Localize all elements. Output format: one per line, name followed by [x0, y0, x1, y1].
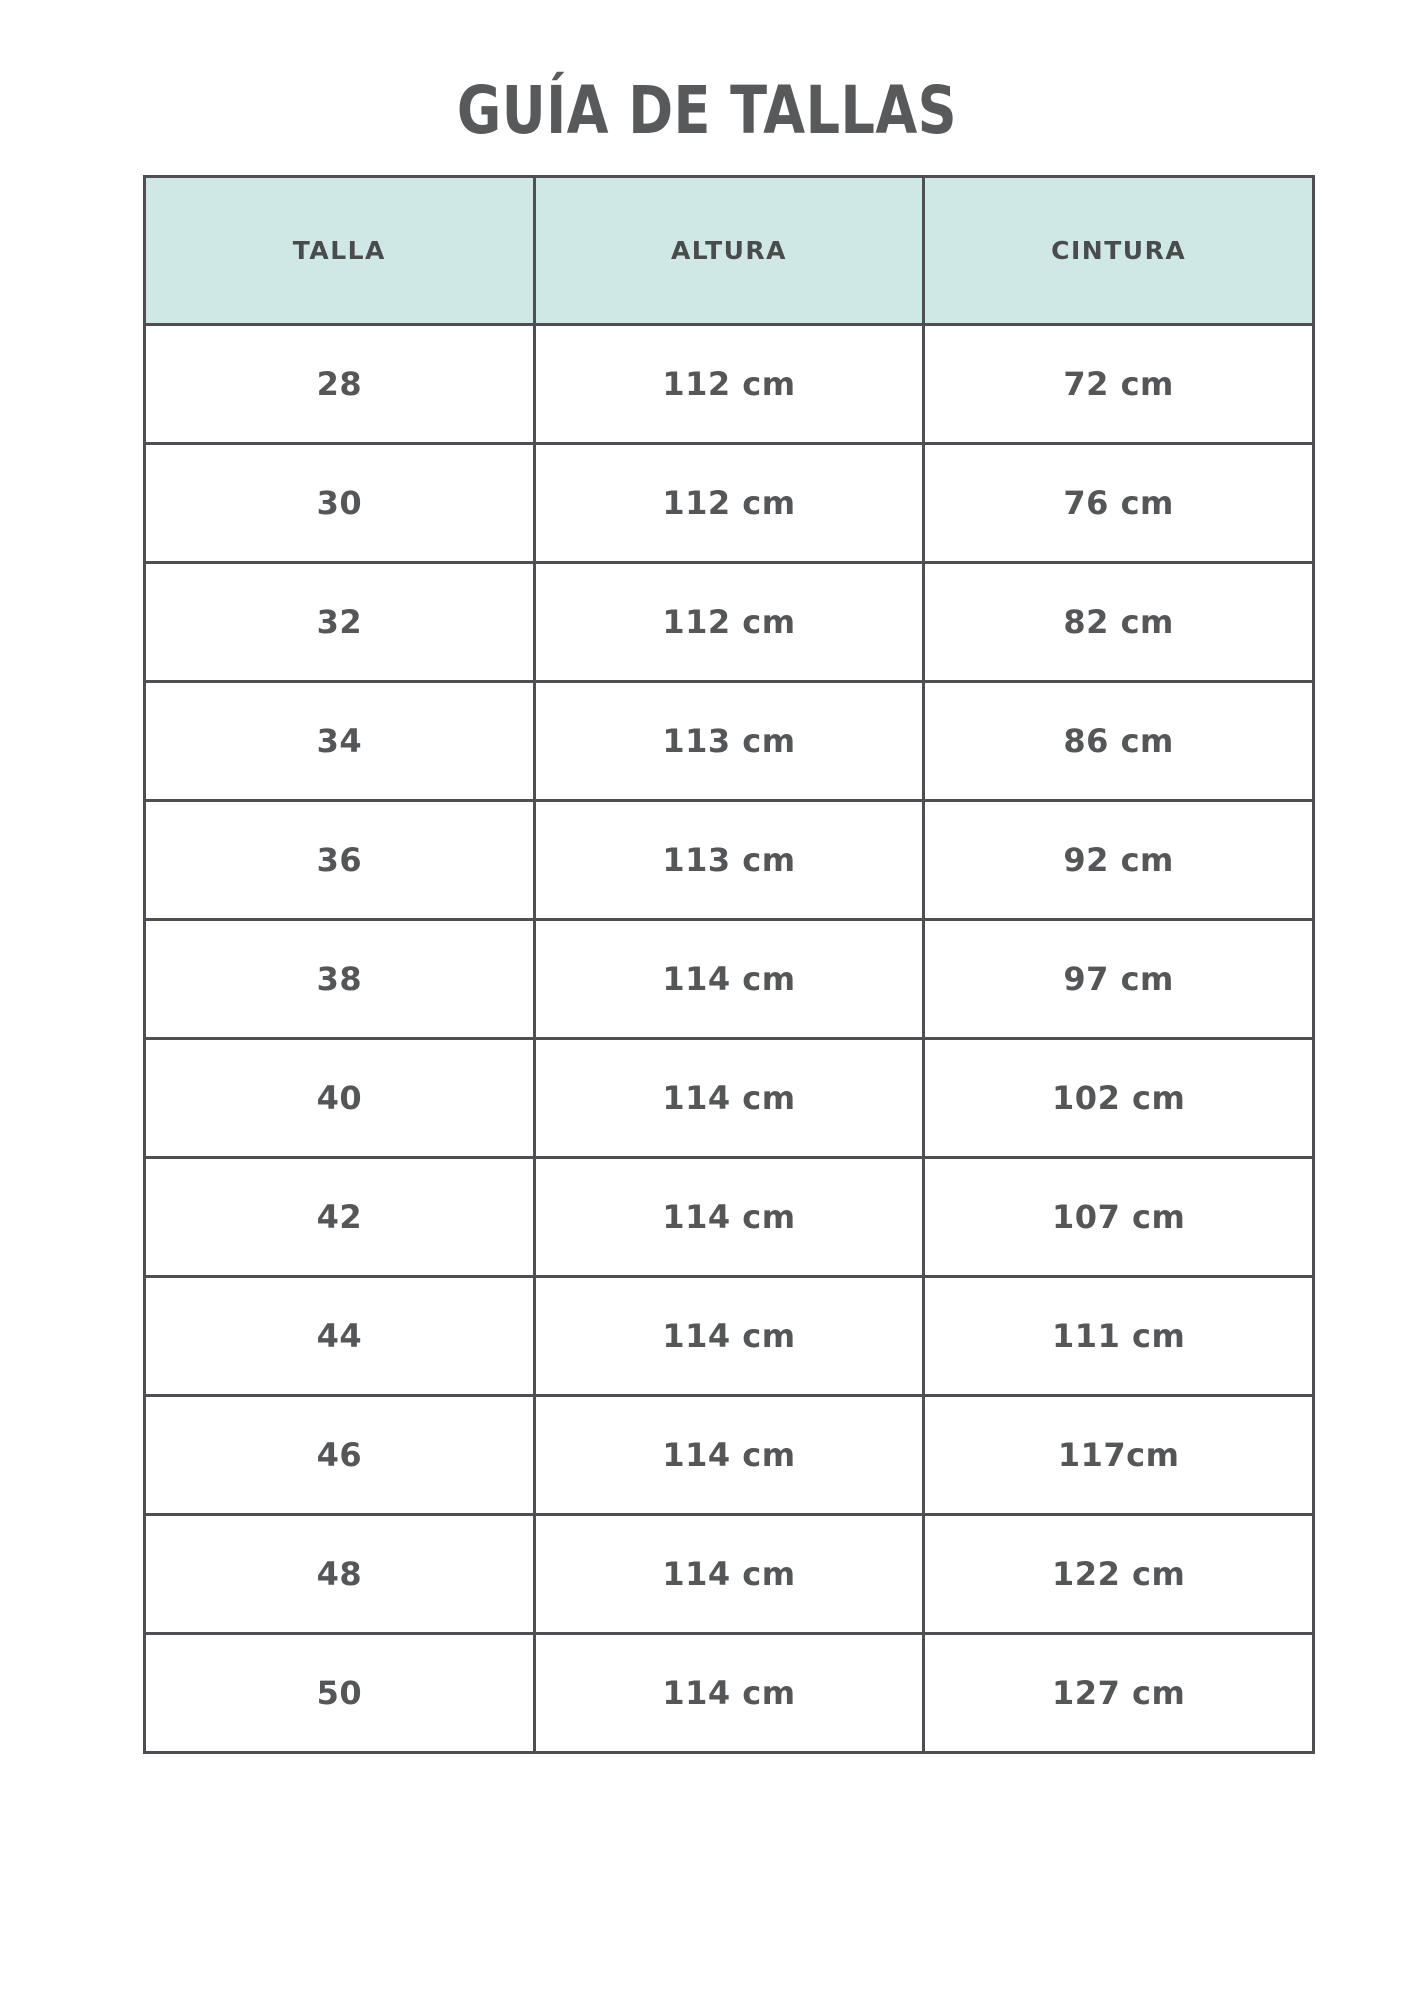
header-cell-talla: TALLA	[145, 177, 535, 325]
table-cell-altura: 112 cm	[534, 325, 924, 444]
table-cell-altura: 112 cm	[534, 563, 924, 682]
header-cell-cintura: CINTURA	[924, 177, 1314, 325]
table-row	[145, 801, 1314, 920]
header-cell-altura: ALTURA	[534, 177, 924, 325]
table-row	[145, 1396, 1314, 1515]
table-cell-altura: 114 cm	[534, 1634, 924, 1753]
table-row	[145, 682, 1314, 801]
table-cell-talla: 50	[145, 1634, 535, 1753]
table-cell-talla: 28	[145, 325, 535, 444]
table-row	[145, 1277, 1314, 1396]
table-row	[145, 920, 1314, 1039]
table-cell-talla: 48	[145, 1515, 535, 1634]
table-cell-altura: 112 cm	[534, 444, 924, 563]
table-cell-talla: 46	[145, 1396, 535, 1515]
table-header	[145, 177, 1314, 325]
table-cell-talla: 44	[145, 1277, 535, 1396]
table-row	[145, 1515, 1314, 1634]
table-cell-altura: 113 cm	[534, 801, 924, 920]
table-cell-cintura: 127 cm	[924, 1634, 1314, 1753]
table-cell-talla: 30	[145, 444, 535, 563]
table-cell-talla: 36	[145, 801, 535, 920]
table-cell-altura: 114 cm	[534, 1039, 924, 1158]
table-row	[145, 563, 1314, 682]
size-guide-table	[143, 175, 1315, 1754]
table-cell-cintura: 117cm	[924, 1396, 1314, 1515]
table-cell-altura: 114 cm	[534, 1515, 924, 1634]
table-cell-talla: 42	[145, 1158, 535, 1277]
table-row	[145, 325, 1314, 444]
table-row	[145, 1158, 1314, 1277]
table-body	[145, 325, 1314, 1753]
table-cell-cintura: 72 cm	[924, 325, 1314, 444]
page-title: GUÍA DE TALLAS	[456, 72, 958, 149]
table-cell-talla: 40	[145, 1039, 535, 1158]
table-cell-altura: 114 cm	[534, 1396, 924, 1515]
table-row	[145, 1039, 1314, 1158]
table-cell-cintura: 102 cm	[924, 1039, 1314, 1158]
table-cell-cintura: 86 cm	[924, 682, 1314, 801]
table-cell-cintura: 76 cm	[924, 444, 1314, 563]
table-cell-cintura: 111 cm	[924, 1277, 1314, 1396]
table-cell-talla: 38	[145, 920, 535, 1039]
table-cell-altura: 114 cm	[534, 1277, 924, 1396]
table-cell-cintura: 97 cm	[924, 920, 1314, 1039]
table-cell-talla: 32	[145, 563, 535, 682]
table-cell-talla: 34	[145, 682, 535, 801]
header-row	[145, 177, 1314, 325]
table-row	[145, 444, 1314, 563]
table-cell-altura: 113 cm	[534, 682, 924, 801]
table-cell-altura: 114 cm	[534, 1158, 924, 1277]
table-cell-cintura: 107 cm	[924, 1158, 1314, 1277]
table-cell-altura: 114 cm	[534, 920, 924, 1039]
table-cell-cintura: 92 cm	[924, 801, 1314, 920]
table-cell-cintura: 122 cm	[924, 1515, 1314, 1634]
table-row	[145, 1634, 1314, 1753]
table-cell-cintura: 82 cm	[924, 563, 1314, 682]
